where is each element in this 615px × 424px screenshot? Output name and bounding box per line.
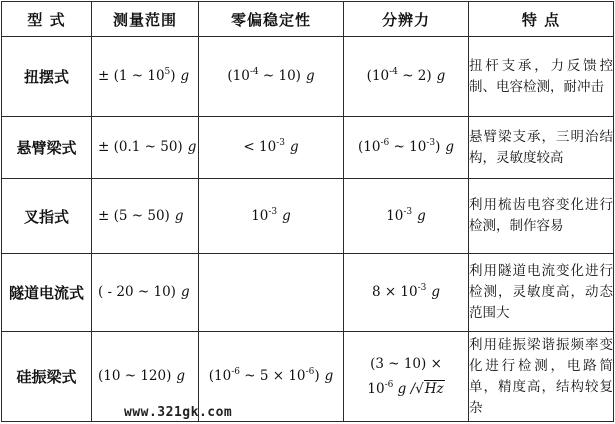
header-row <box>2 2 614 37</box>
zero-drift-cell: < $10^{-3}$ g <box>199 117 344 179</box>
table-row <box>2 37 614 117</box>
header-type: 型 式 <box>2 2 92 37</box>
range-cell: ± (0.1 ~ 50) g <box>92 117 199 179</box>
zero-drift-cell: ($10^{-4}$ ~ 10) g <box>199 37 344 117</box>
sqrt-icon: √ <box>415 380 424 397</box>
accelerometer-comparison-table <box>1 1 614 422</box>
header-features: 特 点 <box>469 2 614 37</box>
table-row <box>2 332 614 422</box>
features-cell: 利用硅振梁谐振频率变化进行检测，电路简单，精度高，结构较复杂 <box>469 332 614 422</box>
type-cell: 叉指式 <box>2 179 92 254</box>
range-cell: (10 ~ 120) g <box>92 332 199 422</box>
header-range: 测量范围 <box>92 2 199 37</box>
range-cell: ± (1 ~ $10^5$) g <box>92 37 199 117</box>
zero-drift-cell: $10^{-3}$ g <box>199 179 344 254</box>
type-cell: 隧道电流式 <box>2 254 92 332</box>
table-row <box>2 117 614 179</box>
zero-drift-cell <box>199 254 344 332</box>
zero-drift-cell: ($10^{-6}$ ~ $5 \times 10^{-6}$) g <box>199 332 344 422</box>
range-cell: ( - 20 ~ 10) g <box>92 254 199 332</box>
features-cell: 利用梳齿电容变化进行检测，制作容易 <box>469 179 614 254</box>
features-cell: 悬臂梁支承，三明治结构，灵敏度较高 <box>469 117 614 179</box>
table-row <box>2 179 614 254</box>
range-cell: ± (5 ~ 50) g <box>92 179 199 254</box>
table-row <box>2 254 614 332</box>
header-zero-drift: 零偏稳定性 <box>199 2 344 37</box>
resolution-line-2: $10^{-6}$ g /√Hz <box>367 379 444 397</box>
resolution-line-1: (3 ~ 10) × <box>370 356 442 373</box>
resolution-cell: ($10^{-6}$ ~ $10^{-3}$) g <box>344 117 469 179</box>
features-cell: 利用隧道电流变化进行检测，灵敏度高，动态范围大 <box>469 254 614 332</box>
type-cell: 扭摆式 <box>2 37 92 117</box>
features-cell: 扭杆支承，力反馈控制、电容检测，耐冲击 <box>469 37 614 117</box>
resolution-cell <box>344 332 469 422</box>
resolution-cell: $10^{-3}$ g <box>344 179 469 254</box>
watermark: www.321gk.com <box>124 405 233 420</box>
resolution-cell: $8 \times 10^{-3}$ g <box>344 254 469 332</box>
resolution-cell: ($10^{-4}$ ~ 2) g <box>344 37 469 117</box>
type-cell: 悬臂梁式 <box>2 117 92 179</box>
header-resolution: 分辨力 <box>344 2 469 37</box>
type-cell: 硅振梁式 <box>2 332 92 422</box>
